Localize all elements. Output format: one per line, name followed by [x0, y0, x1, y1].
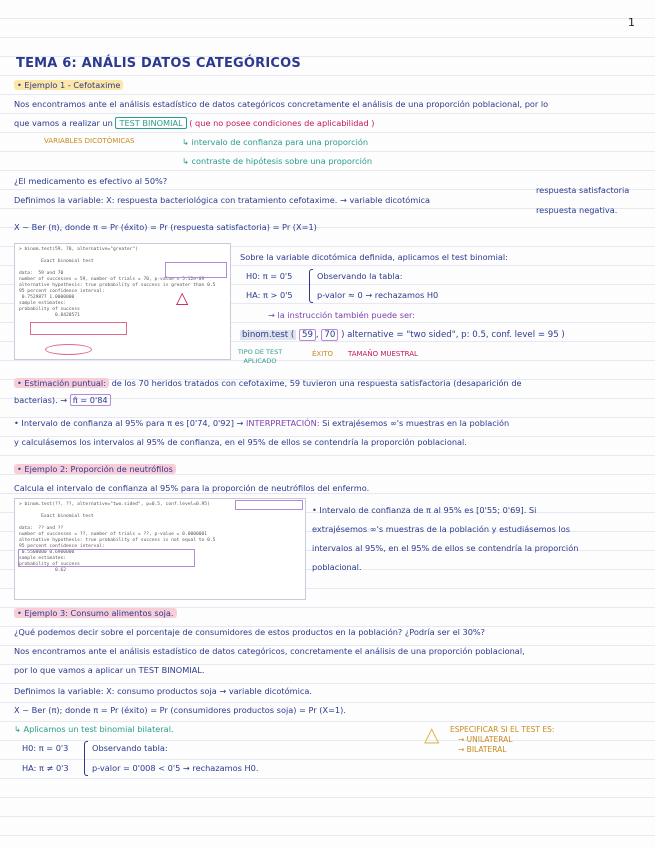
- ex3-variable-definition: Definimos la variable: X: consumo productos soja → variable dicotómica.: [14, 686, 313, 696]
- page-title: TEMA 6: ANÁLIS DATOS CATEGÓRICOS: [16, 56, 301, 71]
- ex3-model: X ~ Ber (π); donde π = Pr (éxito) = Pr (consumidores productos soja) = Pr (X=1).: [14, 705, 346, 715]
- dichotomous-variables-label: VARIABLES DICOTÓMICAS: [44, 137, 135, 145]
- ex2-paragraph-1: Calcula el intervalo de confianza al 95% para la proporción de neutrófilos del enfermo.: [14, 483, 370, 493]
- ex3-question: ¿Qué podemos decir sobre el porcentaje de consumidores de estos productos en la población? ¿Podría ser el 30%?: [14, 627, 486, 637]
- test-binomial-box: TEST BINOMIAL: [115, 117, 186, 129]
- sample-size: 70: [321, 329, 338, 341]
- ex2-side-3: intervalos al 95%, en el 95% de ellos se contendría la proporción: [312, 543, 579, 553]
- ex3-paragraph-2: por lo que vamos a aplicar un TEST BINOMIAL.: [14, 665, 205, 675]
- hypothesis-brace: [309, 269, 313, 303]
- binom-command: binom.test ( 59 , 70 ) alternative = "two sided", p: 0.5, conf. level = 95 ): [242, 330, 565, 340]
- ex2-side-2: extrajésemos ∞'s muestras de la población y estudiásemos los: [312, 524, 571, 534]
- r-code-output-1: > binom.test(59, 70, alternative="greater") Exact binomial test data: 59 and 70 number of successes = 59, number of trials = 70, p-value = 5.12e-09 alternative hypothesis: true probability of success is greater than 0.5 95 percent confidence interval: 0.7529877 1.0000000 sample estimates: probability of success 0.8428571: [19, 247, 216, 318]
- example1-heading: • Ejemplo 1 - Cefotaxime: [14, 80, 123, 90]
- page-number: 1: [628, 16, 635, 29]
- hypothesis-test-arrow: ↳ contraste de hipótesis sobre una proporción: [182, 156, 373, 166]
- r-code-output-2: > binom.test(??, ??, alternative="two.sided", p=0.5, conf.level=0.95) Exact binomial test data: ?? and ?? number of successes = ??, number of trials = ??, p-value = 0.0000001 alternative hypothesis: true probability of success is not equal to 0.5 95 percent confidence interval: 0.5500000 0.6900000 sample estimates: probability of success 0.62: [19, 502, 216, 573]
- ex3-paragraph-1: Nos encontramos ante el análisis estadístico de datos categóricos, concretamente el análisis de una proporción poblacional,: [14, 646, 525, 656]
- highlight-oval: [45, 344, 92, 355]
- highlight-box-conf: [235, 500, 303, 510]
- ex1-paragraph-1: Nos encontramos ante el análisis estadístico de datos categóricos concretamente el análisis de una proporción poblacional, por lo: [14, 99, 549, 109]
- ex1-binomial-intro: Sobre la variable dicotómica definida, aplicamos el test binomial:: [240, 252, 508, 262]
- highlight-box: [165, 262, 227, 278]
- confidence-interval-line-2: y calculásemos los intervalos al 95% de confianza, en el 95% de ellos se contendría la proporción poblacional.: [14, 437, 467, 447]
- example3-heading: • Ejemplo 3: Consumo alimentos soja.: [14, 608, 177, 618]
- ex3-ha: HA: π ≠ 0'3: [22, 763, 69, 773]
- point-estimate-value: π̂ = 0'84: [70, 394, 111, 406]
- ex3-observe-table: Observando tabla:: [92, 743, 168, 753]
- ex3-apply-bilateral: ↳ Aplicamos un test binomial bilateral.: [14, 724, 174, 734]
- ex1-pvalue: p-valor ≈ 0 → rechazamos H0: [317, 290, 439, 300]
- highlight-box-interval: [18, 549, 195, 567]
- note-bilateral: → BILATERAL: [458, 745, 507, 754]
- ex3-h0: H0: π = 0'3: [22, 743, 69, 753]
- highlight-box-red: [30, 322, 127, 335]
- ex1-model: X ~ Ber (π), donde π = Pr (éxito) = Pr (respuesta satisfactoria) = Pr (X=1): [14, 222, 317, 232]
- point-estimation-line-2: bacterias). → π̂ = 0'84: [14, 395, 111, 405]
- r-output-screenshot-1: [14, 243, 231, 360]
- r-output-screenshot-2: [14, 498, 306, 600]
- ex1-ha: HA: π > 0'5: [246, 290, 293, 300]
- response-satisfactory: respuesta satisfactoria: [536, 185, 630, 195]
- note-unilateral: → UNILATERAL: [458, 735, 513, 744]
- ex3-hypothesis-brace: [84, 741, 88, 776]
- label-test-type: TIPO DE TEST APLICADO: [237, 348, 283, 365]
- label-success: ÉXITO: [312, 350, 334, 358]
- confidence-interval-arrow: ↳ intervalo de confianza para una proporción: [182, 137, 369, 147]
- success-count: 59: [299, 329, 316, 341]
- ex2-side-1: • Intervalo de confianza de π al 95% es [0'55; 0'69]. Si: [312, 505, 537, 515]
- ex1-variable-definition: Definimos la variable: X: respuesta bacteriológica con tratamiento cefotaxime. → variable dicotómica: [14, 195, 431, 205]
- warning-triangle-icon: △: [424, 722, 440, 746]
- ex2-side-4: poblacional.: [312, 562, 362, 572]
- ex3-pvalue: p-valor = 0'008 < 0'5 → rechazamos H0.: [92, 763, 259, 773]
- ex1-question: ¿El medicamento es efectivo al 50%?: [14, 176, 168, 186]
- point-estimation-line-1: • Estimación puntual: de los 70 heridos tratados con cefotaxime, 59 tuvieron una respuesta satisfactoria (desaparición de: [14, 378, 522, 388]
- warning-triangle-icon: △: [176, 288, 189, 307]
- label-sample-size: TAMAÑO MUESTRAL: [348, 350, 418, 358]
- ex1-paragraph-2: que vamos a realizar un TEST BINOMIAL ( que no posee condiciones de aplicabilidad ): [14, 118, 375, 128]
- example2-heading: • Ejemplo 2: Proporción de neutrófilos: [14, 464, 176, 474]
- ex1-h0: H0: π = 0'5: [246, 271, 293, 281]
- confidence-interval-line-1: • Intervalo de confianza al 95% para π es [0'74, 0'92] → INTERPRETACIÓN: Si extrajésemos ∞'s muestras en la población: [14, 418, 510, 428]
- response-negative: respuesta negativa.: [536, 205, 618, 215]
- note-specify-test: ESPECIFICAR SI EL TEST ES:: [450, 725, 555, 734]
- ex1-also-instruction: → la instrucción también puede ser:: [268, 310, 415, 320]
- ex1-observe-table: Observando la tabla:: [317, 271, 403, 281]
